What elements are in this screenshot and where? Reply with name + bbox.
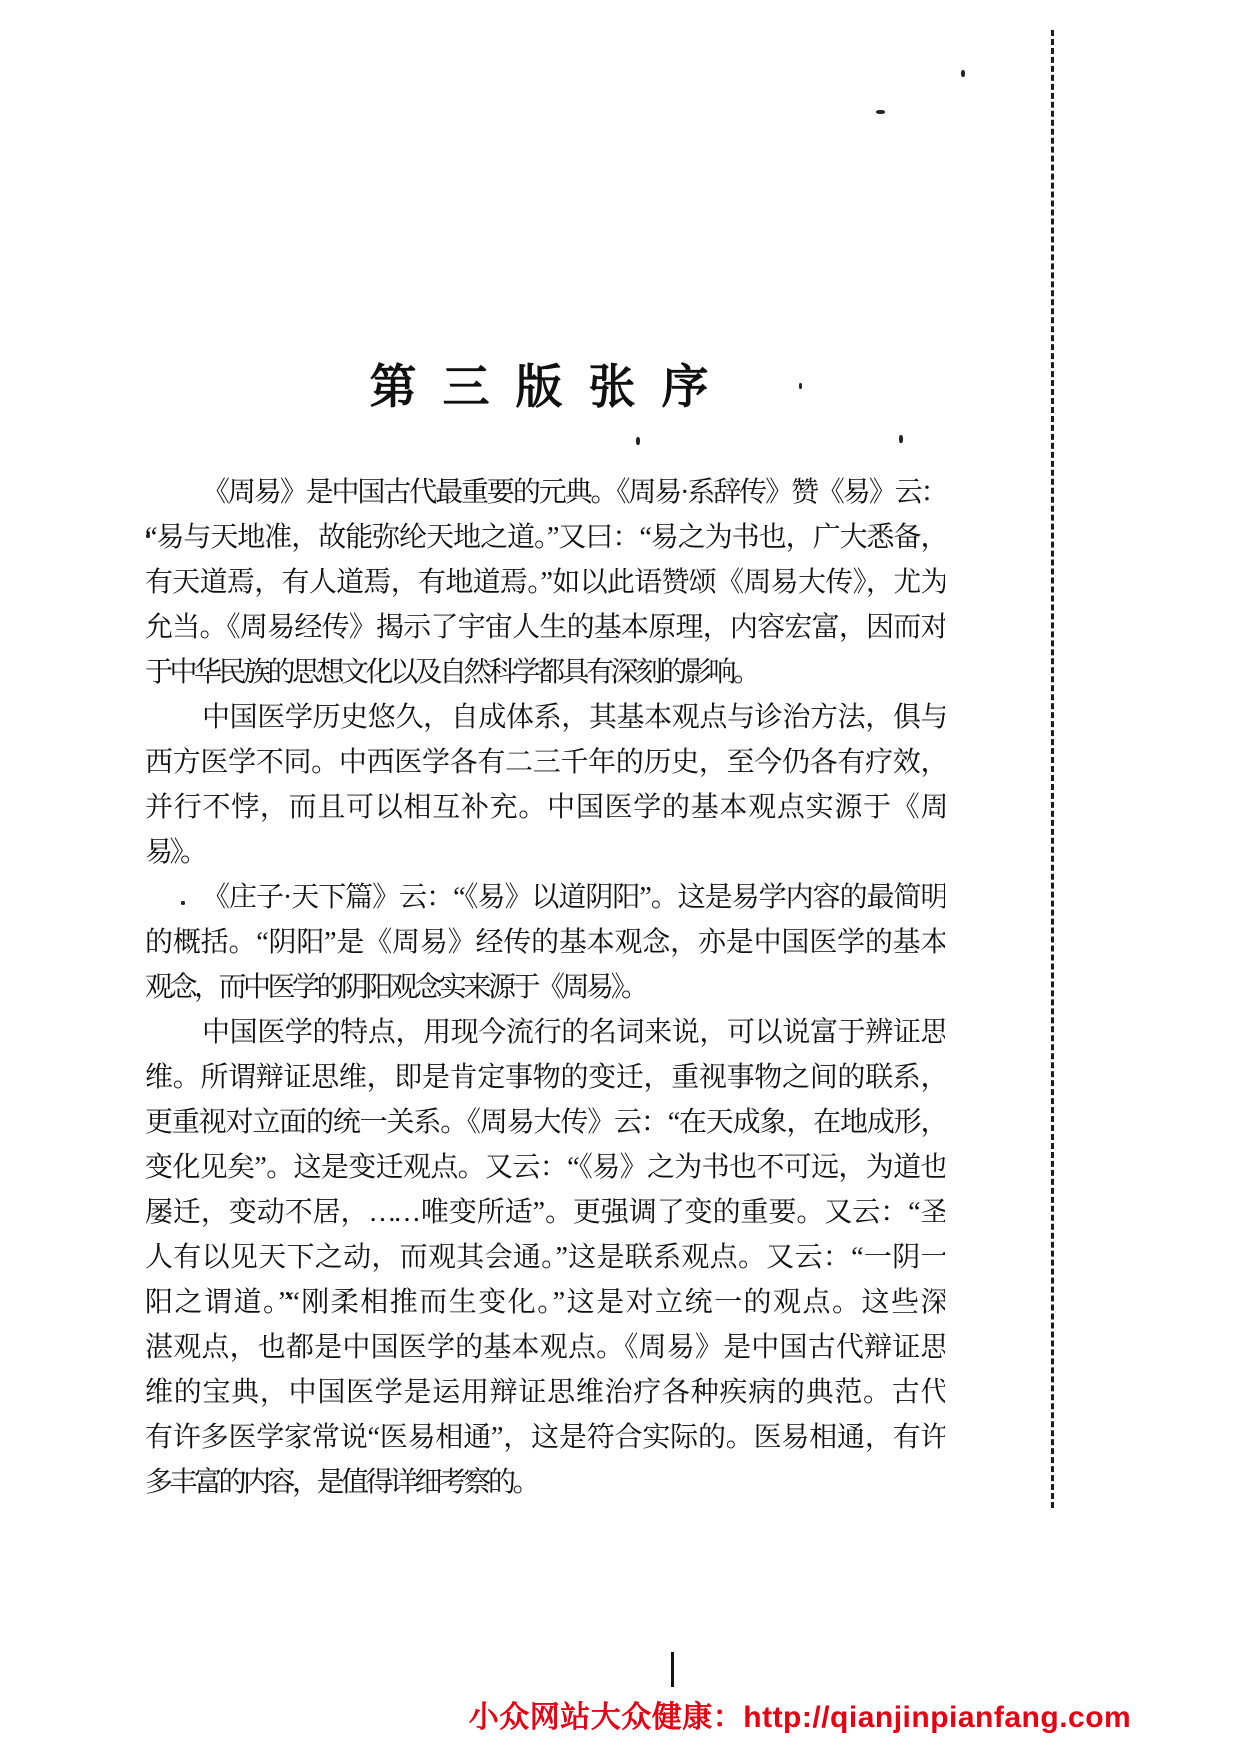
text-line: 易》。 — [145, 837, 205, 868]
scan-speck — [899, 435, 903, 443]
text-line: 西方医学不同。中西医学各有二三千年的历史，至今仍各有疗效， — [145, 747, 945, 778]
text-line: 维。所谓辩证思维，即是肯定事物的变迁，重视事物之间的联系， — [145, 1062, 945, 1093]
paragraph — [145, 1010, 945, 1505]
scan-speck — [876, 110, 885, 114]
text-line: 《周易》是中国古代最重要的元典。《周易·系辞传》赞《易》云： — [202, 477, 945, 508]
text-line: “易与天地准，故能弥纶天地之道。”又曰：“易之为书也，广大悉备， — [145, 522, 945, 553]
text-line: 观念，而中医学的阴阳观念实来源于《周易》。 — [145, 972, 646, 1003]
text-line: 多丰富的内容，是值得详细考察的。 — [145, 1467, 538, 1498]
page-title: 第三版张序 — [369, 362, 735, 414]
text-line: 更重视对立面的统一关系。《周易大传》云：“在天成象，在地成形， — [145, 1107, 945, 1138]
text-line: 允当。《周易经传》揭示了宇宙人生的基本原理，内容宏富，因而对 — [145, 612, 945, 643]
text-line: 有天道焉，有人道焉，有地道焉。”如以此语赞颂《周易大传》，尤为 — [145, 567, 945, 598]
text-line: 中国医学的特点，用现今流行的名词来说，可以说富于辨证思 — [202, 1017, 945, 1048]
text-line: 有许多医学家常说“医易相通”，这是符合实际的。医易相通，有许 — [145, 1422, 945, 1453]
text-line: 维的宝典，中国医学是运用辩证思维治疗各种疾病的典范。古代 — [145, 1377, 945, 1408]
page-edge-dashed-line — [1051, 30, 1054, 1508]
body-text — [145, 470, 945, 1505]
text-line: 湛观点，也都是中国医学的基本观点。《周易》是中国古代辩证思 — [145, 1332, 945, 1363]
text-line: 人有以见天下之动，而观其会通。”这是联系观点。又云：“一阴一 — [145, 1242, 945, 1273]
text-line: 阳之谓道。”“刚柔相推而生变化。”这是对立统一的观点。这些深 — [145, 1287, 945, 1318]
text-line: 中国医学历史悠久，自成体系，其基本观点与诊治方法，俱与 — [202, 702, 945, 733]
text-line: 于中华民族的思想文化以及自然科学都具有深刻的影响。 — [145, 657, 758, 688]
paragraph — [145, 875, 945, 1010]
scan-speck — [636, 437, 640, 445]
paragraph — [145, 695, 945, 875]
scan-speck — [961, 70, 965, 77]
text-line: 屡迁，变动不居，……唯变所适”。更强调了变的重要。又云：“圣 — [145, 1197, 945, 1228]
text-line: 的概括。“阴阳”是《周易》经传的基本观念，亦是中国医学的基本 — [145, 927, 945, 958]
text-line: 变化见矣”。这是变迁观点。又云：“《易》之为书也不可远，为道也 — [145, 1152, 945, 1183]
page-footer-mark — [671, 1652, 674, 1687]
text-line: 并行不悖，而且可以相互补充。中国医学的基本观点实源于《周 — [145, 792, 945, 823]
paragraph — [145, 470, 945, 695]
watermark-text: 小众网站大众健康：http://qianjinpianfang.com — [468, 1701, 1132, 1734]
text-line: 《庄子·天下篇》云：“《易》以道阴阳”。这是易学内容的最简明 — [202, 882, 945, 913]
